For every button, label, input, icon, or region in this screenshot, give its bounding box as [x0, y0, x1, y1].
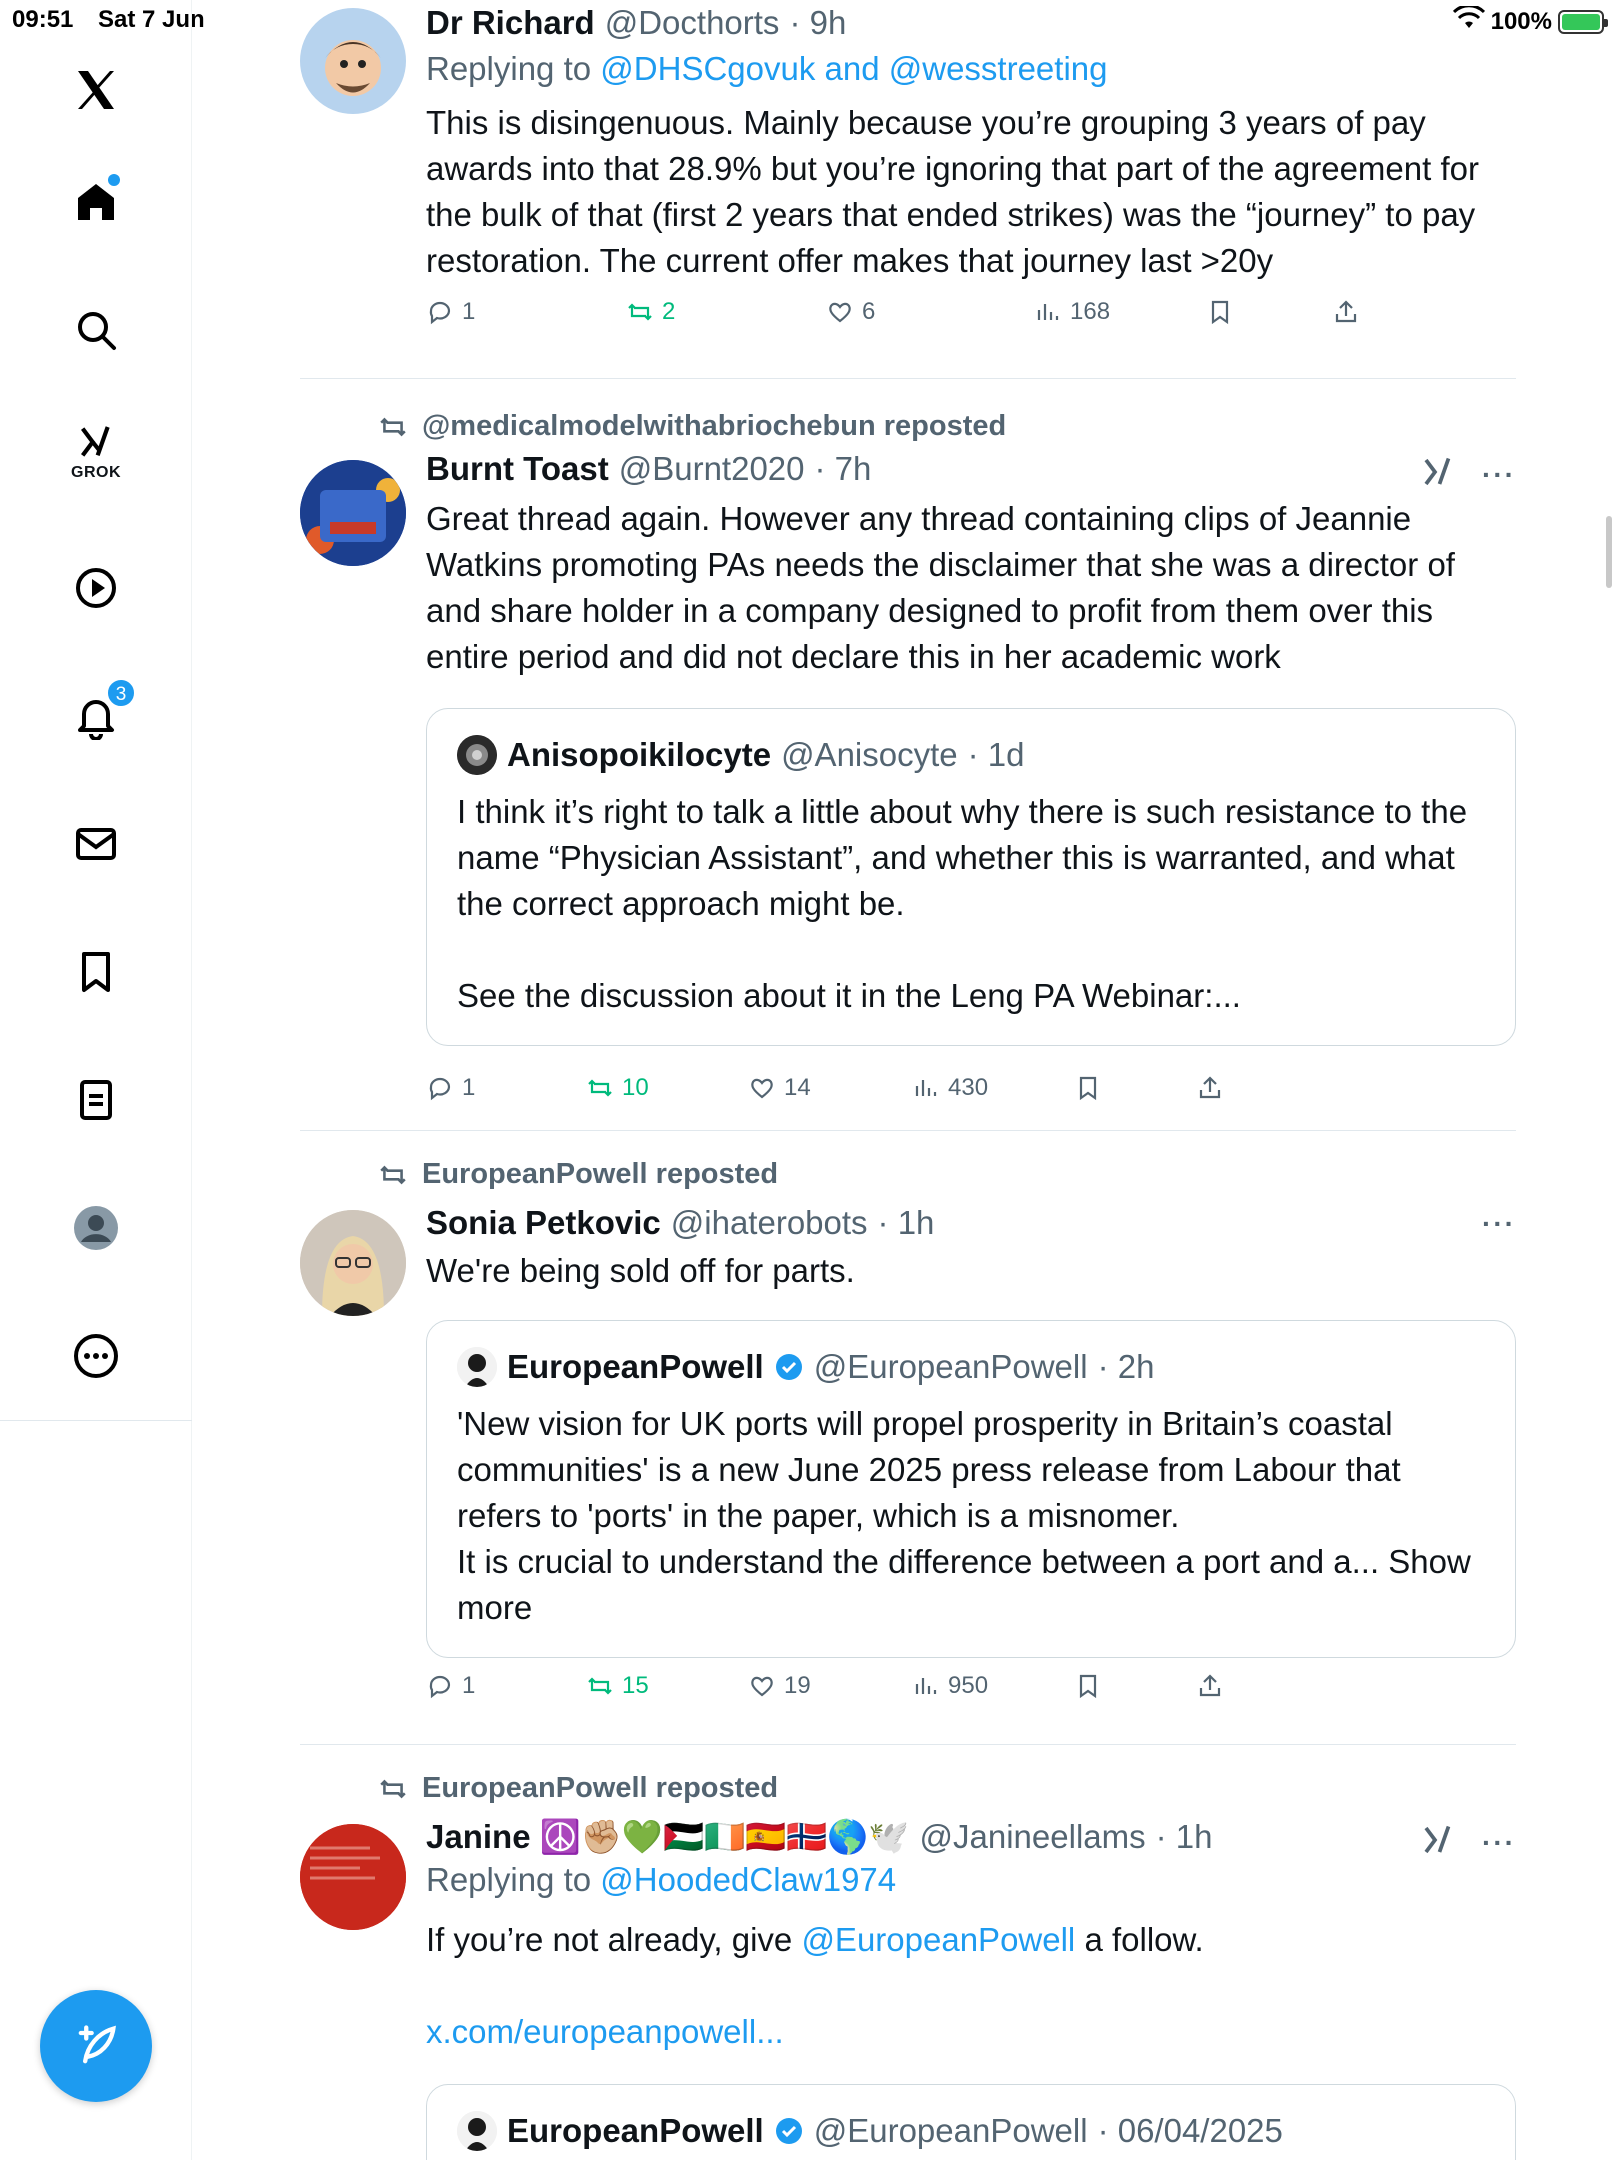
bookmark-icon — [1206, 298, 1234, 326]
tweet-header — [426, 1204, 1516, 1242]
view-count: 430 — [948, 1074, 989, 1101]
like-button[interactable] — [748, 1672, 811, 1700]
reply-icon — [426, 1074, 454, 1102]
quote-display-name: EuropeanPowell — [507, 2112, 764, 2149]
timestamp[interactable]: · 7h — [814, 450, 872, 487]
grok-label: GROK — [71, 464, 121, 481]
share-button[interactable] — [1196, 1672, 1224, 1700]
quote-tweet[interactable] — [426, 708, 1516, 1046]
reply-button[interactable] — [426, 1074, 475, 1102]
quote-text — [457, 1401, 1485, 1631]
grok-icon[interactable] — [1420, 1822, 1456, 1863]
more-options-icon[interactable]: ··· — [1482, 1208, 1516, 1239]
tweet-link-line — [426, 2009, 1516, 2055]
lists-icon[interactable] — [56, 1060, 136, 1140]
quote-text-paragraph: See the discussion about it in the Leng PA Webinar:... — [457, 977, 1241, 1014]
replying-to — [426, 1861, 1516, 1899]
quote-handle: @EuropeanPowell — [813, 1348, 1088, 1385]
x-logo-icon[interactable] — [56, 50, 136, 130]
tweet-text-end: a follow. — [1084, 1921, 1204, 1958]
repost-icon — [586, 1074, 614, 1102]
views-button[interactable] — [1034, 298, 1110, 326]
heart-icon — [826, 298, 854, 326]
tweet-text: This is disingenuous. Mainly because you’re grouping 3 years of pay awards into that 28.9% but you’re ignoring that part of the agreement for the bulk of that (first 2 years that ended strikes) was the “journey” to pay restoration. The current offer makes that journey last >20y — [426, 104, 1479, 279]
reply-button[interactable] — [426, 298, 475, 326]
quote-text — [457, 789, 1485, 1019]
quote-tweet[interactable] — [426, 1320, 1516, 1658]
tweet-header-icons — [1420, 454, 1516, 495]
avatar[interactable] — [300, 1210, 406, 1316]
tweet-text-start: If you’re not already, give — [426, 1921, 793, 1958]
views-icon — [912, 1074, 940, 1102]
bookmark-icon — [1074, 1672, 1102, 1700]
quote-text-paragraph: 'New vision for UK ports will propel prosperity in Britain’s coastal communities' is a new June 2025 press release from Labour that refers to 'ports' in the paper, which is a misnomer. — [457, 1405, 1401, 1534]
views-icon — [1034, 298, 1062, 326]
compose-feather-icon — [70, 2020, 122, 2072]
repost-icon — [378, 1774, 408, 1804]
home-icon[interactable] — [56, 162, 136, 242]
display-name[interactable]: Burnt Toast — [426, 450, 609, 487]
repost-button[interactable] — [626, 298, 675, 326]
tweet-divider — [300, 1130, 1516, 1131]
verified-badge-icon — [774, 1352, 804, 1382]
battery-fill — [1562, 14, 1600, 30]
repost-indicator — [378, 410, 1006, 443]
replying-to-link[interactable]: @HoodedClaw1974 — [600, 1861, 897, 1898]
repost-icon — [586, 1672, 614, 1700]
profile-icon[interactable] — [56, 1188, 136, 1268]
like-button[interactable] — [748, 1074, 811, 1102]
tweet-body — [426, 450, 1516, 680]
bookmark-button[interactable] — [1206, 298, 1234, 326]
url-link[interactable]: x.com/europeanpowell... — [426, 2013, 784, 2050]
status-time: 09:51 — [12, 6, 74, 33]
view-count: 950 — [948, 1672, 989, 1699]
battery-percent: 100% — [1490, 7, 1552, 35]
display-name[interactable]: Sonia Petkovic — [426, 1204, 661, 1241]
repost-by[interactable]: @medicalmodelwithabriochebun reposted — [422, 410, 1007, 442]
display-name[interactable]: Janine ☮️✊🏼💚🇵🇸🇮🇪🇪🇸🇳🇴🌎🕊️ — [426, 1818, 910, 1855]
repost-indicator — [378, 1158, 778, 1191]
avatar[interactable] — [300, 460, 406, 566]
quote-header — [457, 1347, 1485, 1387]
grok-icon[interactable] — [1420, 454, 1456, 495]
tweet-body — [426, 1204, 1516, 1294]
tweet-body — [426, 4, 1516, 284]
video-icon[interactable] — [56, 548, 136, 628]
like-count: 6 — [862, 298, 876, 325]
repost-indicator — [378, 1772, 778, 1805]
like-button[interactable] — [826, 298, 875, 326]
avatar[interactable] — [300, 1824, 406, 1930]
quote-handle: @Anisocyte — [781, 736, 958, 773]
share-icon — [1196, 1074, 1224, 1102]
avatar-image — [300, 1824, 406, 1930]
handle[interactable]: @Docthorts — [604, 4, 780, 41]
replying-to — [426, 50, 1516, 88]
share-icon — [1332, 298, 1360, 326]
repost-button[interactable] — [586, 1074, 649, 1102]
quote-display-name: Anisopoikilocyte — [507, 736, 772, 773]
quote-text-paragraph: It is crucial to understand the difference between a port and a... Show more — [457, 1543, 1471, 1626]
heart-icon — [748, 1074, 776, 1102]
tweet-text: Great thread again. However any thread containing clips of Jeannie Watkins promoting PAs needs the disclaimer that she was a director of and share holder in a company designed to profit from them over this entire period and did not declare this in her academic work — [426, 500, 1455, 675]
quote-header — [457, 735, 1485, 775]
reply-count: 1 — [462, 1672, 476, 1699]
share-icon — [1196, 1672, 1224, 1700]
timestamp[interactable]: · 9h — [789, 4, 847, 41]
share-button[interactable] — [1196, 1074, 1224, 1102]
more-options-icon[interactable]: ··· — [1482, 458, 1516, 490]
repost-button[interactable] — [586, 1672, 649, 1700]
view-count: 168 — [1070, 298, 1111, 325]
repost-by[interactable]: EuropeanPowell reposted — [422, 1772, 779, 1804]
replying-to-link[interactable]: @DHSCgovuk and @wesstreeting — [600, 50, 1108, 87]
messages-icon[interactable] — [56, 804, 136, 884]
handle[interactable]: @Janineellams — [919, 1818, 1146, 1855]
quote-text-paragraph: I think it’s right to talk a little about why there is such resistance to the name “Physician Assistant”, and whether this is warranted, and what the correct approach might be. — [457, 793, 1468, 922]
tweet-header — [426, 4, 1516, 42]
views-button[interactable] — [912, 1672, 988, 1700]
notifications-badge: 3 — [106, 678, 136, 708]
timestamp[interactable]: · 1h — [1155, 1818, 1213, 1855]
bookmark-button[interactable] — [1074, 1074, 1102, 1102]
tweet-header — [426, 1818, 1516, 1857]
quote-tweet[interactable] — [426, 2084, 1516, 2160]
bookmark-button[interactable] — [1074, 1672, 1102, 1700]
display-name[interactable]: Dr Richard — [426, 4, 595, 41]
repost-count: 15 — [622, 1672, 649, 1699]
reply-count: 1 — [462, 298, 476, 325]
grok-icon[interactable] — [56, 412, 136, 492]
tweet-header-icons — [1482, 1208, 1516, 1240]
repost-icon — [378, 1160, 408, 1190]
reply-icon — [426, 298, 454, 326]
tweet-header-icons — [1420, 1822, 1516, 1863]
status-date: Sat 7 Jun — [98, 6, 205, 33]
like-count: 19 — [784, 1672, 811, 1699]
bookmark-icon — [1074, 1074, 1102, 1102]
more-options-icon[interactable]: ··· — [1482, 1826, 1516, 1858]
replying-to-prefix: Replying to — [426, 1861, 592, 1898]
compose-button[interactable] — [40, 1990, 152, 2102]
tweet-body — [426, 1818, 1516, 2055]
share-button[interactable] — [1332, 298, 1360, 326]
more-icon[interactable] — [56, 1316, 136, 1396]
battery-icon — [1558, 10, 1604, 34]
like-count: 14 — [784, 1074, 811, 1101]
replying-to-prefix: Replying to — [426, 50, 592, 87]
home-unread-dot — [108, 174, 120, 186]
tweet-divider — [300, 1744, 1516, 1745]
heart-icon — [748, 1672, 776, 1700]
scrollbar-thumb[interactable] — [1606, 516, 1612, 588]
sidebar — [0, 0, 192, 2160]
mention-link[interactable]: @EuropeanPowell — [801, 1921, 1076, 1958]
quote-display-name: EuropeanPowell — [507, 1348, 764, 1385]
quote-header — [457, 2111, 1485, 2151]
timestamp[interactable]: · 1h — [877, 1204, 935, 1241]
quote-timestamp: · 1d — [967, 736, 1025, 773]
repost-count: 2 — [662, 298, 676, 325]
bookmarks-icon[interactable] — [56, 932, 136, 1012]
tweet-header — [426, 450, 1516, 488]
tweet-text — [426, 1917, 1516, 1963]
repost-count: 10 — [622, 1074, 649, 1101]
reply-button[interactable] — [426, 1672, 475, 1700]
tweet-text: We're being sold off for parts. — [426, 1252, 855, 1289]
search-icon[interactable] — [56, 290, 136, 370]
quote-handle: @EuropeanPowell — [813, 2112, 1088, 2149]
repost-icon — [626, 298, 654, 326]
repost-by[interactable]: EuropeanPowell reposted — [422, 1158, 779, 1190]
quote-timestamp: · 06/04/2025 — [1097, 2112, 1283, 2149]
quote-avatar — [457, 1347, 497, 1387]
quote-avatar — [457, 735, 497, 775]
notifications-icon[interactable] — [56, 676, 136, 756]
views-button[interactable] — [912, 1074, 988, 1102]
sidebar-divider — [0, 1420, 192, 1421]
verified-badge-icon — [774, 2116, 804, 2146]
avatar[interactable] — [300, 8, 406, 114]
repost-icon — [378, 412, 408, 442]
handle[interactable]: @ihaterobots — [670, 1204, 868, 1241]
views-icon — [912, 1672, 940, 1700]
reply-count: 1 — [462, 1074, 476, 1101]
reply-icon — [426, 1672, 454, 1700]
handle[interactable]: @Burnt2020 — [618, 450, 805, 487]
quote-timestamp: · 2h — [1097, 1348, 1155, 1385]
quote-avatar — [457, 2111, 497, 2151]
tweet-divider — [300, 378, 1516, 379]
